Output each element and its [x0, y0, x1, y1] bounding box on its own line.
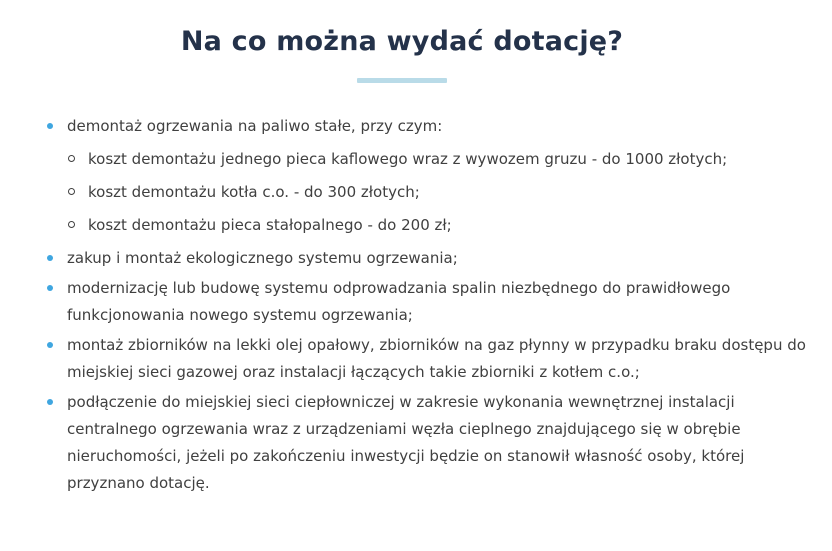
sub-list-item: [67, 179, 806, 206]
circle-bullet-icon: [68, 188, 75, 195]
list-item-text: modernizację lub budowę systemu odprowadzania spalin niezbędnego do prawidłowego funkcjonowania nowego systemu ogrzewania;: [67, 279, 731, 324]
circle-bullet-icon: [68, 221, 75, 228]
bullet-icon: [47, 342, 53, 348]
list-item-text: demontaż ogrzewania na paliwo stałe, przy czym:: [67, 117, 443, 135]
sub-list-item-text: koszt demontażu kotła c.o. - do 300 złotych;: [88, 183, 420, 201]
list-item: [46, 275, 806, 329]
bullet-icon: [47, 399, 53, 405]
list-item-text: podłączenie do miejskiej sieci ciepłowniczej w zakresie wykonania wewnętrznej instalacji centralnego ogrzewania wraz z urządzeniami węzła cieplnego znajdującego się w obrębie nieruchomości, jeżeli po zakończeniu inwestycji będzie on stanowił własność osoby, której przyznano dotację.: [67, 393, 745, 492]
circle-bullet-icon: [68, 155, 75, 162]
sub-list-item: [67, 212, 806, 239]
sub-list-item: [67, 146, 806, 173]
list-item: [46, 113, 806, 239]
list-item: [46, 332, 806, 386]
bullet-icon: [47, 255, 53, 261]
list-item: [46, 245, 806, 272]
bullet-icon: [47, 285, 53, 291]
list-item: [46, 389, 806, 497]
list-item-text: montaż zbiorników na lekki olej opałowy, zbiorników na gaz płynny w przypadku braku dostępu do miejskiej sieci gazowej oraz instalacji łączących takie zbiorniki z kotłem c.o.;: [67, 336, 806, 381]
title-divider: [357, 78, 447, 83]
sub-list-item-text: koszt demontażu pieca stałopalnego - do 200 zł;: [88, 216, 452, 234]
bullet-icon: [47, 123, 53, 129]
list-item-text: zakup i montaż ekologicznego systemu ogrzewania;: [67, 249, 458, 267]
sub-list: [67, 146, 806, 239]
funding-list: [46, 113, 806, 500]
page-title: Na co można wydać dotację?: [180, 26, 624, 57]
sub-list-item-text: koszt demontażu jednego pieca kaflowego wraz z wywozem gruzu - do 1000 złotych;: [88, 150, 728, 168]
